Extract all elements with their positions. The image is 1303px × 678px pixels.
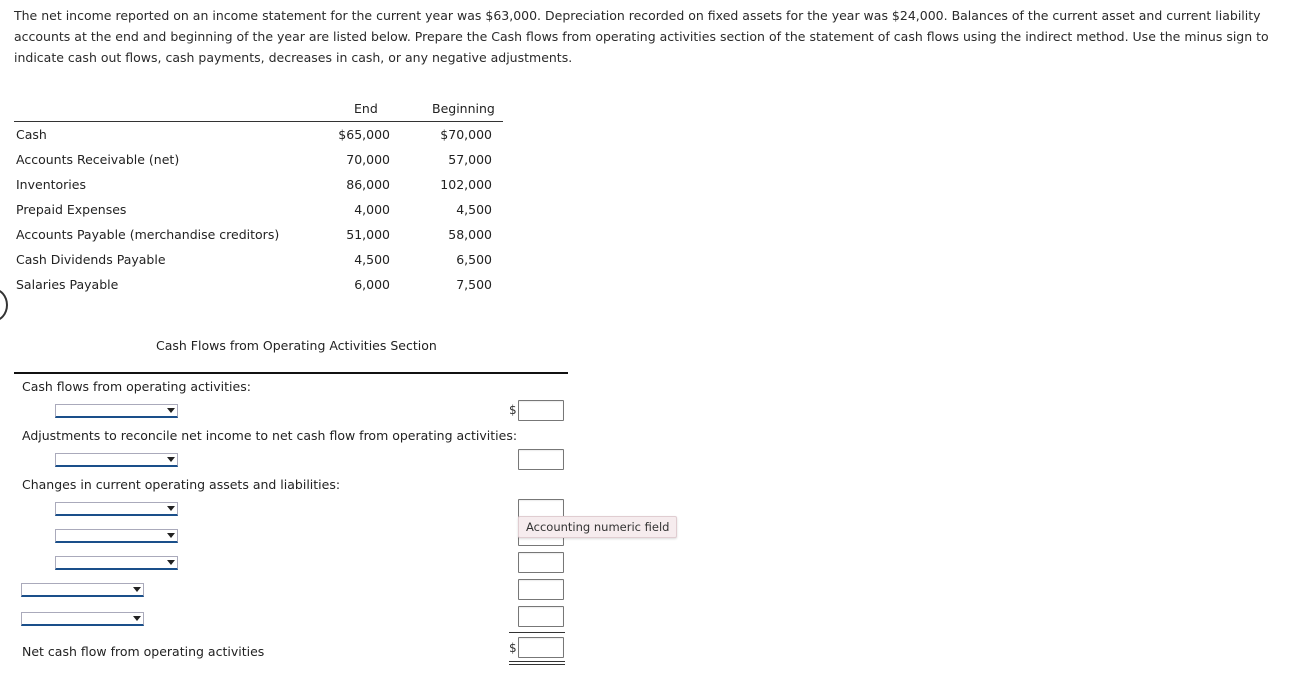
change-item-dropdown[interactable] [21,612,144,626]
problem-text: The net income reported on an income statement for the current year was $63,000. Depreciation recorded on fixed assets for the year was $24,000. Balances of the current asset and current liability accounts at the end and beginning of the year are listed below. Prepare the Cash flows from operating activities section of the statement of cash flows using the indirect method. Use the minus sign to indicate cash out flows, cash payments, decreases in cash, or any negative adjustments. [14,8,1269,65]
table-cell-end: $65,000 [338,127,390,142]
chevron-down-icon [167,560,175,565]
header-beginning: Beginning [432,101,495,116]
table-cell-end: 86,000 [346,177,390,192]
table-cell-end: 6,000 [354,277,390,292]
table-cell-end: 70,000 [346,152,390,167]
table-cell-beginning: 7,500 [456,277,492,292]
field-tooltip: Accounting numeric field [518,516,677,538]
table-cell-beginning: $70,000 [440,127,492,142]
table-row-label: Prepaid Expenses [16,202,127,217]
chevron-down-icon [133,587,141,592]
table-cell-end: 51,000 [346,227,390,242]
chevron-down-icon [167,506,175,511]
header-end: End [354,101,378,116]
dollar-sign: $ [509,403,517,417]
net-income-amount-input[interactable] [518,400,564,421]
changes-label: Changes in current operating assets and liabilities: [22,477,341,492]
net-cash-flow-input[interactable] [518,637,564,658]
change-item-dropdown[interactable] [21,583,144,597]
table-cell-beginning: 4,500 [456,202,492,217]
table-row-label: Salaries Payable [16,277,119,292]
change-item-dropdown[interactable] [55,529,178,543]
adjustments-label: Adjustments to reconcile net income to net cash flow from operating activities: [22,428,518,443]
change-amount-input[interactable] [518,606,564,627]
change-item-dropdown[interactable] [55,556,178,570]
section-rule [14,372,568,374]
table-row-label: Cash Dividends Payable [16,252,166,267]
net-cash-flow-label: Net cash flow from operating activities [22,644,265,659]
table-cell-beginning: 57,000 [448,152,492,167]
change-amount-input[interactable] [518,579,564,600]
net-income-dropdown[interactable] [55,404,178,418]
dollar-sign: $ [509,641,517,655]
table-row-label: Inventories [16,177,86,192]
table-cell-beginning: 58,000 [448,227,492,242]
table-row-label: Accounts Receivable (net) [16,152,180,167]
table-cell-end: 4,000 [354,202,390,217]
section-title: Cash Flows from Operating Activities Section [156,338,437,353]
table-cell-beginning: 102,000 [440,177,492,192]
change-amount-input[interactable] [518,552,564,573]
chevron-down-icon [167,533,175,538]
depreciation-dropdown[interactable] [55,453,178,467]
table-row-label: Accounts Payable (merchandise creditors) [16,227,280,242]
double-underline [509,661,565,665]
change-item-dropdown[interactable] [55,502,178,516]
table-header-rule [14,121,503,122]
total-rule [509,632,565,633]
chevron-down-icon [133,616,141,621]
cursor-circle-icon [0,288,8,322]
table-cell-end: 4,500 [354,252,390,267]
chevron-down-icon [167,457,175,462]
cash-flows-label: Cash flows from operating activities: [22,379,251,394]
table-cell-beginning: 6,500 [456,252,492,267]
chevron-down-icon [167,408,175,413]
depreciation-amount-input[interactable] [518,449,564,470]
table-row-label: Cash [16,127,47,142]
